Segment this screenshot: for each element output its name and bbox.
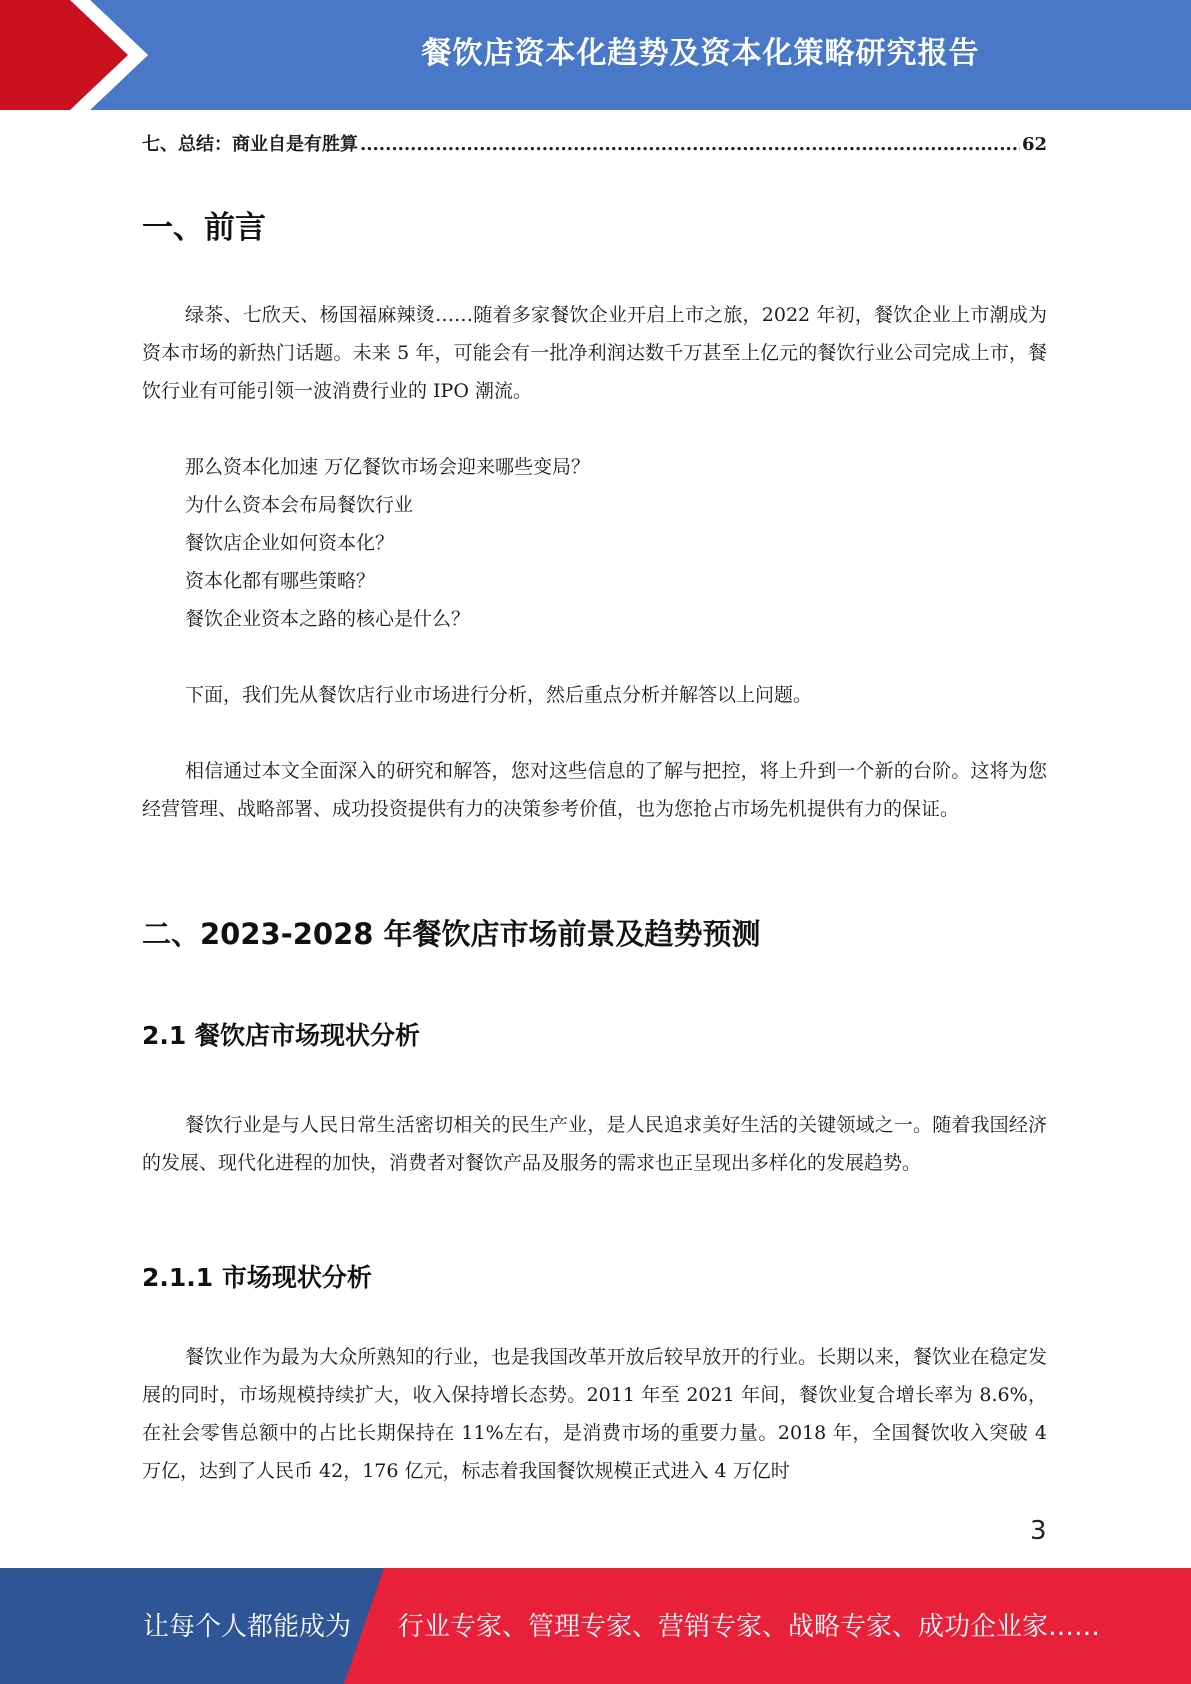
subsection-heading-2-1: 2.1 餐饮店市场现状分析 (142, 1021, 420, 1050)
subsection-2-1-1-paragraph: 餐饮业作为最为大众所熟知的行业，也是我国改革开放后较早放开的行业。长期以来，餐饮业在稳定发展的同时，市场规模持续扩大，收入保持增长态势。2011 年至 2021 年间，餐饮业复合增长率为 8.6%，在社会零售总额中的占比长期保持在 11%左右，是消费市场的重要力量。2018 年，全国餐饮收入突破 4 万亿，达到了人民币 42，176 亿元，标志着我国餐饮规模正式进入 4 万亿时 (142, 1346, 1047, 1482)
question-5: 餐饮企业资本之路的核心是什么？ (185, 608, 471, 630)
page-number: 3 (1030, 1516, 1047, 1546)
footer-slogan-right: 行业专家、管理专家、营销专家、战略专家、成功企业家…… (398, 1612, 1101, 1642)
question-4: 资本化都有哪些策略？ (185, 570, 376, 592)
toc-entry-text: 七、总结：商业自是有胜算 (142, 134, 358, 155)
subsection-heading-2-1-1: 2.1.1 市场现状分析 (142, 1263, 372, 1292)
toc-dot-leader (360, 134, 1020, 155)
question-1: 那么资本化加速 万亿餐饮市场会迎来哪些变局？ (185, 456, 591, 478)
page-footer (0, 1568, 1191, 1684)
question-3: 餐饮店企业如何资本化？ (185, 532, 395, 554)
question-2: 为什么资本会布局餐饮行业 (185, 494, 414, 516)
report-title: 餐饮店资本化趋势及资本化策略研究报告 (421, 36, 980, 71)
preface-paragraph-3: 相信通过本文全面深入的研究和解答，您对这些信息的了解与把控，将上升到一个新的台阶。这将为您经营管理、战略部署、成功投资提供有力的决策参考价值，也为您抢占市场先机提供有力的保证。 (142, 760, 1047, 820)
preface-paragraph-2: 下面，我们先从餐饮店行业市场进行分析，然后重点分析并解答以上问题。 (185, 684, 813, 706)
toc-entry-page: 62 (1021, 134, 1047, 155)
footer-slogan-left: 让每个人都能成为 (143, 1612, 352, 1642)
subsection-2-1-paragraph: 餐饮行业是与人民日常生活密切相关的民生产业，是人民追求美好生活的关键领域之一。随着我国经济的发展、现代化进程的加快，消费者对餐饮产品及服务的需求也正呈现出多样化的发展趋势。 (142, 1114, 1047, 1174)
page-header (0, 0, 1191, 110)
section-heading-preface: 一、前言 (142, 210, 266, 246)
section-heading-forecast: 二、2023-2028 年餐饮店市场前景及趋势预测 (142, 917, 761, 951)
toc-entry[interactable] (142, 130, 1047, 156)
preface-paragraph-1: 绿茶、七欣天、杨国福麻辣烫……随着多家餐饮企业开启上市之旅，2022 年初，餐饮企业上市潮成为资本市场的新热门话题。未来 5 年，可能会有一批净利润达数千万甚至上亿元的餐饮行业公司完成上市，餐饮行业有可能引领一波消费行业的 IPO 潮流。 (142, 304, 1047, 402)
